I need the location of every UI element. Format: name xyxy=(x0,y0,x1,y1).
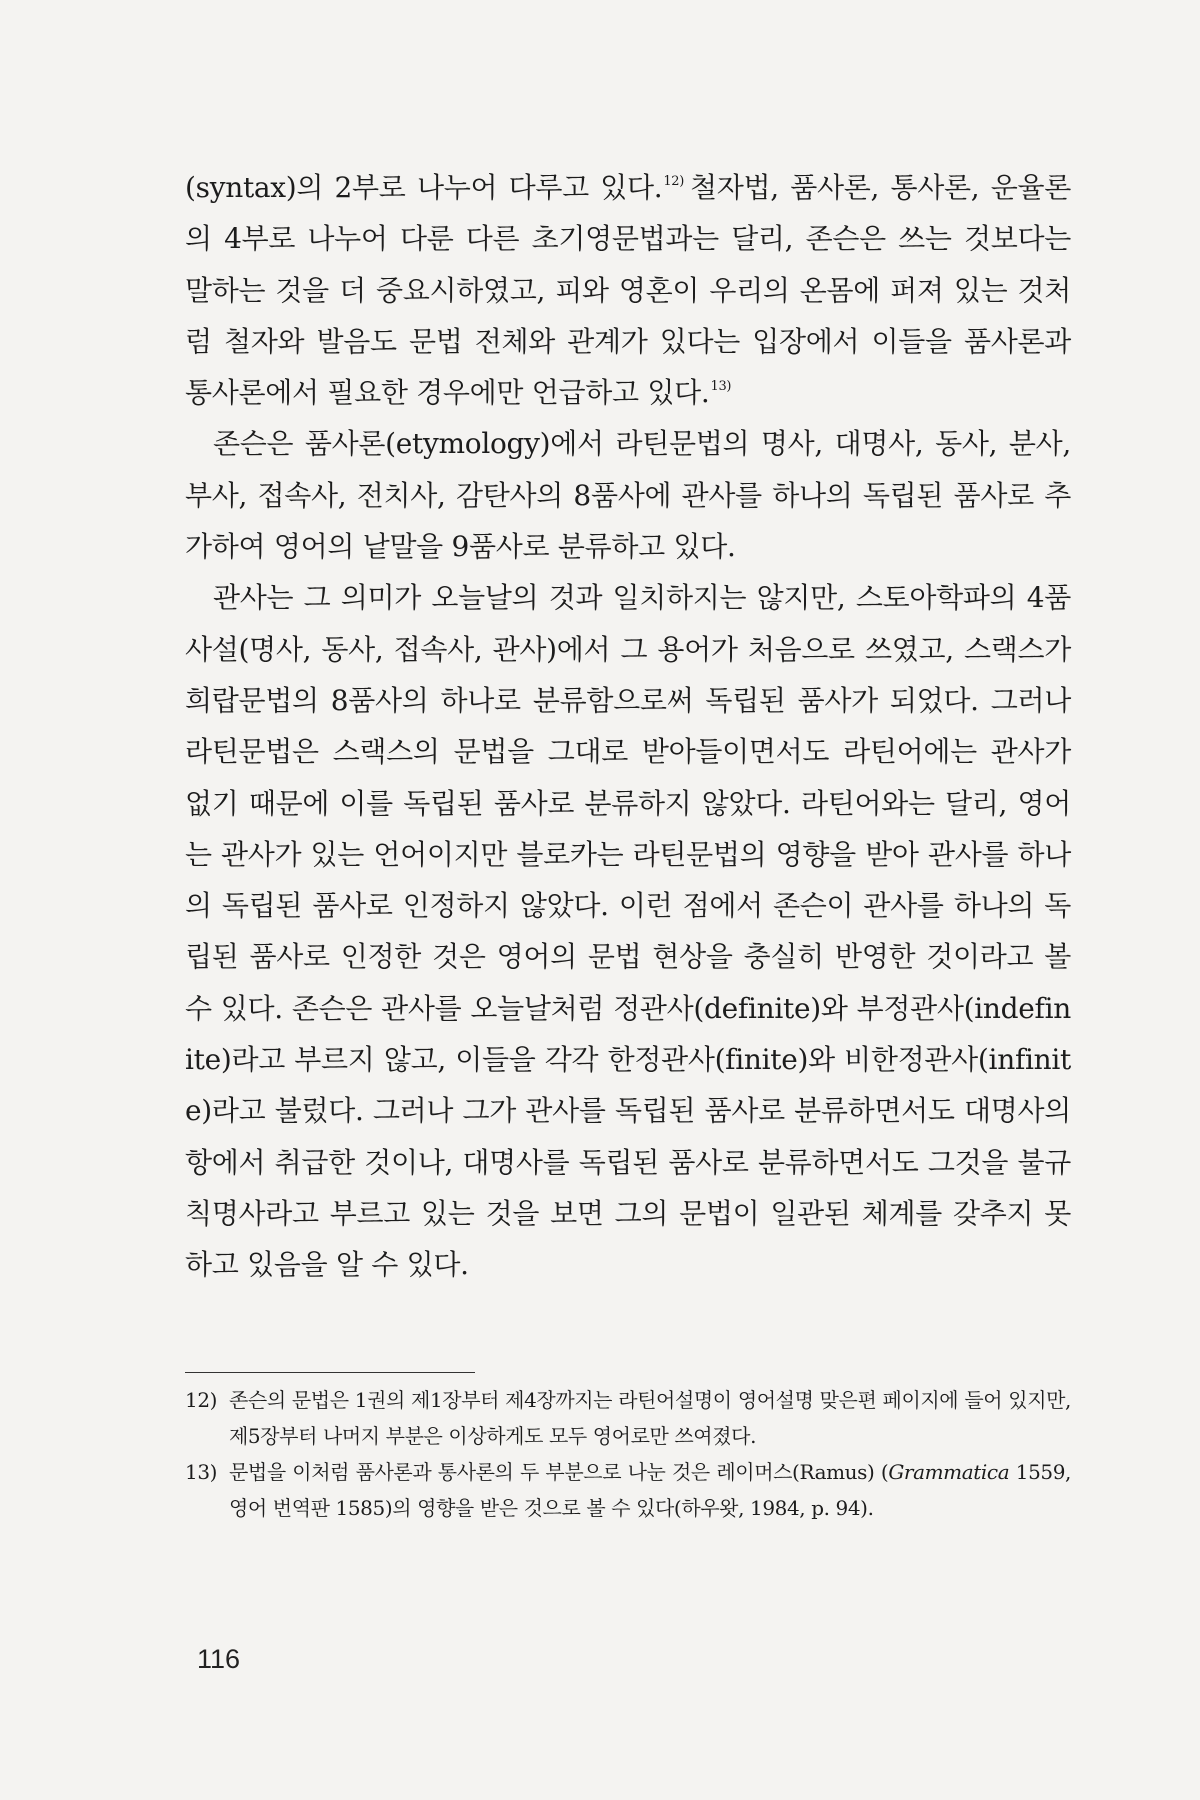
footnote-text xyxy=(229,1454,1071,1526)
paragraph-1-part-b: 철자법, 품사론, 통사론, 운율론의 4부로 나누어 다룬 다른 초기영문법과는 달리, 존슨은 쓰는 것보다는 말하는 것을 더 중요시하였고, 피와 영혼이 우리의 온몸에 퍼져 있는 것처럼 철자와 발음도 문법 전체와 관계가 있다는 입장에서 이들을 품사론과 통사론에서 필요한 경우에만 언급하고 있다. xyxy=(185,171,1071,410)
paragraph-2: 존슨은 품사론(etymology)에서 라틴문법의 명사, 대명사, 동사, 분사, 부사, 접속사, 전치사, 감탄사의 8품사에 관사를 하나의 독립된 품사로 추가하여 영어의 낱말을 9품사로 분류하고 있다. xyxy=(185,427,1071,564)
footnotes xyxy=(185,1382,1071,1526)
footnote-text: 존슨의 문법은 1권의 제1장부터 제4장까지는 라틴어설명이 영어설명 맞은편 페이지에 들어 있지만, 제5장부터 나머지 부분은 이상하게도 모두 영어로만 쓰여졌다. xyxy=(229,1388,1071,1448)
footnote-divider xyxy=(185,1372,475,1373)
footnote-12 xyxy=(185,1382,1071,1454)
footnote-text-part-b: 1559, 영어 번역판 1585)의 영향을 받은 것으로 볼 수 있다(하우왓, 1984, p. 94). xyxy=(229,1460,1072,1520)
footnote-ref-13: 13) xyxy=(710,379,732,395)
paragraph-1-part-a: (syntax)의 2부로 나누어 다루고 있다. xyxy=(185,171,663,204)
paragraph-1 xyxy=(185,162,1071,418)
footnote-number: 13) xyxy=(185,1460,218,1484)
page-number: 116 xyxy=(197,1644,241,1674)
paragraph-3: 관사는 그 의미가 오늘날의 것과 일치하지는 않지만, 스토아학파의 4품사설(명사, 동사, 접속사, 관사)에서 그 용어가 처음으로 쓰였고, 스랙스가 희랍문법의 8품사의 하나로 분류함으로써 독립된 품사가 되었다. 그러나 라틴문법은 스랙스의 문법을 그대로 받아들이면서도 라틴어에는 관사가 없기 때문에 이를 독립된 품사로 분류하지 않았다. 라틴어와는 달리, 영어는 관사가 있는 언어이지만 블로카는 라틴문법의 영향을 받아 관사를 하나의 독립된 품사로 인정하지 않았다. 이런 점에서 존슨이 관사를 하나의 독립된 품사로 인정한 것은 영어의 문법 현상을 충실히 반영한 것이라고 볼 수 있다. 존슨은 관사를 오늘날처럼 정관사(definite)와 부정관사(indefinite)라고 부르지 않고, 이들을 각각 한정관사(finite)와 비한정관사(infinite)라고 불렀다. 그러나 그가 관사를 독립된 품사로 분류하면서도 대명사의 항에서 취급한 것이나, 대명사를 독립된 품사로 분류하면서도 그것을 불규칙명사라고 부르고 있는 것을 보면 그의 문법이 일관된 체계를 갖추지 못하고 있음을 알 수 있다. xyxy=(185,581,1071,1282)
footnote-number: 12) xyxy=(185,1388,218,1412)
body-text xyxy=(185,162,1071,1291)
footnote-text-part-a: 문법을 이처럼 품사론과 통사론의 두 부분으로 나눈 것은 레이머스(Ramus) ( xyxy=(229,1460,889,1484)
footnote-ref-12: 12) xyxy=(663,174,685,189)
footnote-13 xyxy=(185,1454,1071,1526)
footnote-book-title: Grammatica xyxy=(888,1460,1010,1484)
